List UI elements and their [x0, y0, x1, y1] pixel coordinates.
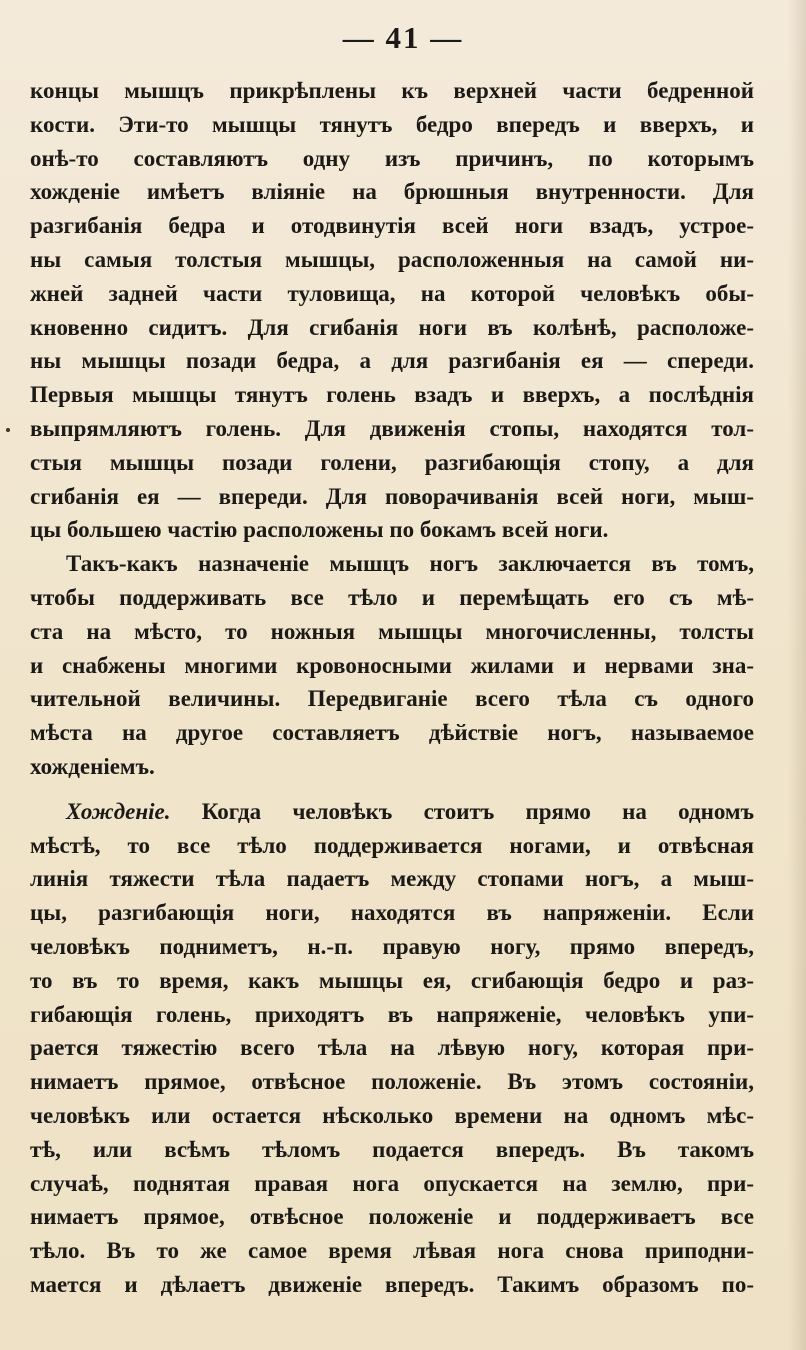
text-line: нимаетъ прямое, отвѣсное положеніе. Въ этомъ состояніи,	[30, 1069, 754, 1095]
text-line: выпрямляютъ голень. Для движенія стопы, находятся тол-	[30, 415, 754, 441]
text-line: гибающія голень, приходятъ въ напряженіе, человѣкъ упи-	[30, 1001, 754, 1027]
section-heading: Хожденіе.	[66, 798, 171, 824]
text-line: концы мышцъ прикрѣплены къ верхней части бедренной	[30, 78, 754, 103]
body-text	[30, 74, 754, 1302]
text-line: разгибанія бедра и отодвинутія всей ноги взадъ, устрое-	[30, 213, 754, 239]
text-line: кновенно сидитъ. Для сгибанія ноги въ колѣнѣ, расположе-	[30, 314, 754, 340]
text-line: человѣкъ подниметъ, н.-п. правую ногу, прямо впередъ,	[30, 933, 754, 959]
margin-ink-dot	[6, 428, 10, 432]
page-number: — 41 —	[342, 20, 464, 55]
text-line: ны мышцы позади бедра, а для разгибанія ея — спереди.	[30, 348, 754, 374]
text-line: сгибанія ея — впереди. Для поворачиванія всей ноги, мыш-	[30, 483, 754, 509]
page-edge-shadow	[788, 0, 806, 1350]
text-line: жней задней части туловища, на которой человѣкъ обы-	[30, 280, 754, 306]
text-line: человѣкъ или остается нѣсколько времени на одномъ мѣс-	[30, 1102, 754, 1128]
text-line: нимаетъ прямое, отвѣсное положеніе и поддерживаетъ все	[30, 1204, 754, 1230]
text-line: то въ то время, какъ мышцы ея, сгибающія бедро и раз-	[30, 967, 754, 993]
text-line: тѣ, или всѣмъ тѣломъ подается впередъ. Въ такомъ	[30, 1136, 754, 1162]
text-line: мается и дѣлаетъ движеніе впередъ. Такимъ образомъ по-	[30, 1271, 754, 1297]
text-line: случаѣ, поднятая правая нога опускается на землю, при-	[30, 1170, 754, 1196]
paragraph-gap	[30, 784, 754, 795]
text-line-with-heading	[30, 795, 754, 829]
text-line: цы, разгибающія ноги, находятся въ напряженіи. Если	[30, 900, 754, 926]
text-line: мѣстѣ, то все тѣло поддерживается ногами, и отвѣсная	[30, 832, 754, 858]
text-line: хожденіемъ.	[30, 753, 155, 779]
text-line: стыя мышцы позади голени, разгибающія стопу, а для	[30, 449, 754, 475]
text-line: мѣста на другое составляетъ дѣйствіе ногъ, называемое	[30, 720, 754, 746]
text-line: Такъ-какъ назначеніе мышцъ ногъ заключается въ томъ,	[66, 551, 754, 577]
text-line: ны самыя толстыя мышцы, расположенныя на самой ни-	[30, 246, 754, 272]
text-line: чтобы поддерживать все тѣло и перемѣщать его съ мѣ-	[30, 584, 754, 610]
text-line: линія тяжести тѣла падаетъ между стопами ногъ, а мыш-	[30, 866, 754, 892]
text-line: хожденіе имѣетъ вліяніе на брюшныя внутренности. Для	[30, 179, 754, 205]
text-line: рается тяжестію всего тѣла на лѣвую ногу, которая при-	[30, 1035, 754, 1061]
text-line: чительной величины. Передвиганіе всего тѣла съ одного	[30, 686, 754, 712]
text-line: Первыя мышцы тянутъ голень взадъ и вверхъ, а послѣднія	[30, 382, 754, 408]
text-line: и снабжены многими кровоносными жилами и нервами зна-	[30, 652, 754, 678]
text-line: цы большею частію расположены по бокамъ всей ноги.	[30, 517, 609, 543]
text-line: онѣ-то составляютъ одну изъ причинъ, по которымъ	[30, 145, 754, 171]
text-line: ста на мѣсто, то ножныя мышцы многочисленны, толсты	[30, 618, 754, 644]
text-line: тѣло. Въ то же самое время лѣвая нога снова приподни-	[30, 1238, 754, 1264]
text-line: кости. Эти-то мышцы тянутъ бедро впередъ и вверхъ, и	[30, 111, 754, 137]
text-line-rest: Когда человѣкъ стоитъ прямо на одномъ	[201, 798, 754, 824]
